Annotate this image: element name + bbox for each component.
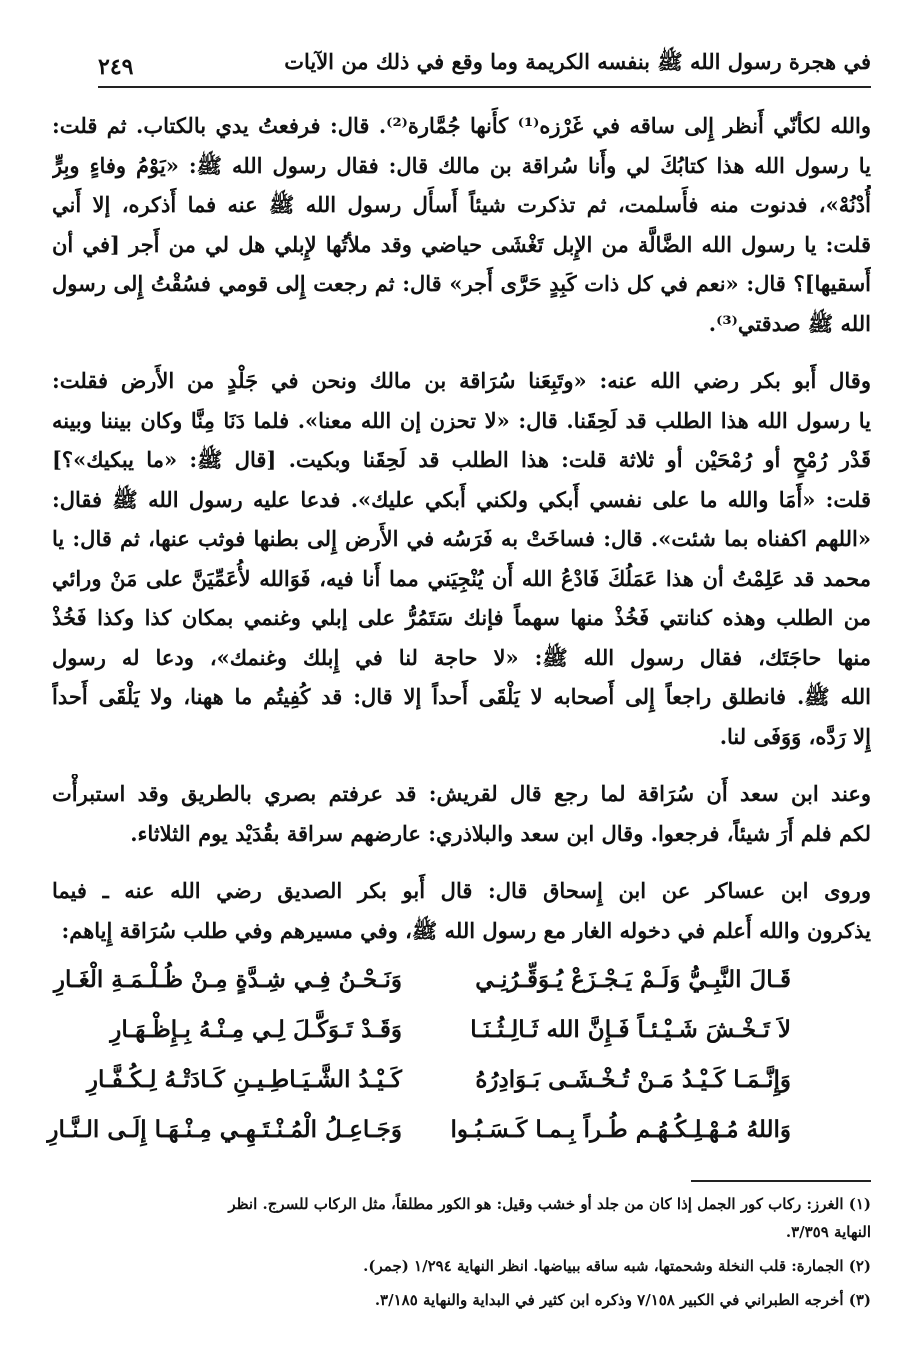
paragraph-ibn-saad (52, 774, 871, 853)
verse-second-half: وَقَـدْ تَـوَكَّـلَ لِـي مِـنْـهُ بِـإِظْـهَـارِ (110, 1015, 402, 1043)
poem-verse (102, 1004, 791, 1054)
text-line: وروى ابن عساكر عن ابن إِسحاق قال: قال أَبو بكر الصديق رضي الله عنه ـ فيما (52, 878, 871, 903)
text-line: «اللهم اكفناه بما شئت». قال: فساخَتْ به فَرَسُه في الأَرض إِلى بطنها فوثب عنها، ثم قال: يا (52, 526, 871, 551)
verse-first-half: وَاللهُ مُـهْـلِـكُـهُـم طُـراً بِـمـا كَـسَـبُـوا (450, 1115, 791, 1143)
text-line: والله لكأنّي أَنظر إِلى ساقه في غَرْزه⁽¹⁾ كأَنها جُمَّارة⁽²⁾. قال: فرفعتُ يدي بالكتاب. ثم قلت: (52, 113, 871, 138)
poem-verse (86, 1054, 791, 1104)
paragraph-suraqa-letter (52, 106, 871, 343)
header-title: في هجرة رسول الله ﷺ بنفسه الكريمة وما وقع في ذلك من الآيات (284, 49, 871, 74)
text-line: يذكرون والله أَعلم في دخوله الغار مع رسول الله ﷺ، وفي مسيرهم وفي طلب سُرَاقة إِياهم: (61, 917, 871, 943)
verse-first-half: وَإِنَّـمَـا كَـيْـدُ مَـنْ تُـخْـشَـى بَـوَادِرُهُ (475, 1065, 791, 1093)
poem-verse (47, 1104, 791, 1154)
verse-second-half: وَجَـاعِـلُ الْمُـنْـتَـهِـي مِـنْـهَـا إِلَـى الـنَّـارِ (47, 1115, 402, 1143)
text-line: وعند ابن سعد أَن سُرَاقة لما رجع قال لقريش: قد عرفتم بصري بالطريق وقد استبرأْت (52, 781, 871, 806)
verse-first-half: لاَ تَـخْـشَ شَـيْـئـاً فَـإِنَّ الله ثَـالِـثُـنَـا (470, 1015, 791, 1043)
main-text (47, 106, 871, 1154)
running-header (98, 48, 871, 88)
footnote-line: (٣) أخرجه الطبراني في الكبير ٧/١٥٨ وذكره ابن كثير في البداية والنهاية ٣/١٨٥. (374, 1291, 871, 1309)
text-line: لكم فلم أَرَ شيئاً، فرجعوا. وقال ابن سعد والبلاذري: عارضهم سراقة بقُدَيْد يوم الثلاثاء. (130, 820, 871, 846)
text-line: منها حاجَتَك، فقال رسول الله ﷺ: «لا حاجة لنا في إِبلك وغنمك»، ودعا له رسول (52, 644, 871, 670)
text-line: يا رسول الله هذا الطلب قد لَحِقَنا. قال: «لا تحزن إن الله معنا». فلما دَنَا مِنَّا وكان بيننا وبينه (52, 407, 871, 433)
text-line: إِلا رَدَّه، وَوَفَى لنا. (719, 723, 871, 749)
footnote-divider (691, 1180, 871, 1182)
footnote-1 (52, 1190, 871, 1246)
text-line: أُدْنُهْ»، فدنوت منه فأَسلمت، ثم تذكرت شيئاً أَسأَل رسول الله ﷺ عنه فما أَذكره، إلا أَني (52, 192, 871, 217)
verse-second-half: كَـيْـدُ الشَّـيَـاطِـيـنِ كَـادَتْـهُ لِـكُـفَّـارِ (86, 1065, 402, 1093)
text-line: قلت: يا رسول الله الضَّالَّة من الإِبل تَغْشَى حياضي وقد ملأتُها لإِبلي هل لي من أَجر [في أن (52, 231, 871, 257)
paragraph-abu-bakr-account (52, 361, 871, 756)
paragraph-ibn-asakir (52, 871, 871, 950)
text-line: وقال أَبو بكر رضي الله عنه: «وتَبِعَنا سُرَاقة بن مالك ونحن في جَلْدٍ من الأَرض فقلت: (52, 368, 871, 393)
footnote-3 (52, 1286, 871, 1314)
footnote-line: (١) الغرز: ركاب كور الجمل إذا كان من جلد أو خشب وقيل: هو الكور مطلقاً، مثل الركاب للسرج. انظر (228, 1195, 871, 1213)
text-line: الله ﷺ صدقتي⁽³⁾. (708, 310, 871, 336)
text-line: قَدْر رُمْحٍ أو رُمْحَيْن أو ثلاثة قلت: هذا الطلب قد لَحِقَنا وبكيت. [قال ﷺ: «ما يبكيك»؟] (52, 447, 871, 472)
poem-verse (53, 954, 791, 1004)
footnote-line: النهاية ٣/٣٥٩. (785, 1223, 871, 1241)
text-line: محمد قد عَلِمْتُ أن هذا عَمَلُكَ فَادْعُ الله أَن يُنْجِيَني مما أَنا فيه، فَوَالله لأُعَمِّيَنَّ على مَنْ ورائي (52, 565, 871, 591)
text-line: أَسقيها]؟ قال: «نعم في كل ذات كَبِدٍ حَرَّى أَجر» قال: ثم رجعت إِلى قومي فسُقْتُ إِلى رسول (52, 271, 871, 296)
footnote-2 (52, 1252, 871, 1280)
verse-second-half: وَنَـحْـنُ فِـي شِـدَّةٍ مِـنْ ظُـلْـمَـةِ الْغَـارِ (53, 965, 402, 993)
text-line: يا رسول الله هذا كتابُكَ لي وأَنا سُراقة بن مالك قال: فقال رسول الله ﷺ: «يَوْمُ وفاءٍ وبِرٍّ (52, 152, 871, 178)
poem (47, 954, 871, 1154)
text-line: من الطلب وهذه كنانتي فَخُذْ منها سهماً فإنك سَتَمُرُّ على إبلي وغنمي بمكان كذا وكذا فَخُذْ (52, 605, 871, 630)
text-line: قلت: «أَمَا والله ما على نفسي أَبكي ولكني أَبكي عليك». فدعا عليه رسول الله ﷺ فقال: (52, 486, 871, 512)
text-line: الله ﷺ. فانطلق راجعاً إِلى أَصحابه لا يَلْقَى أَحداً إلا قال: قد كُفِيتُم ما ههنا، ولا يَلْقَى أَحداً (52, 684, 871, 709)
footnote-line: (٢) الجمارة: قلب النخلة وشحمتها، شبه ساقه ببياضها. انظر النهاية ١/٢٩٤ (جمر). (363, 1257, 871, 1275)
footnotes (52, 1190, 871, 1320)
verse-first-half: قَـالَ النَّبِـيُّ وَلَـمْ يَـجْـزَعْ يُـوَقِّـرُنِـي (475, 965, 791, 993)
page-number: ٢٤٩ (98, 54, 134, 80)
